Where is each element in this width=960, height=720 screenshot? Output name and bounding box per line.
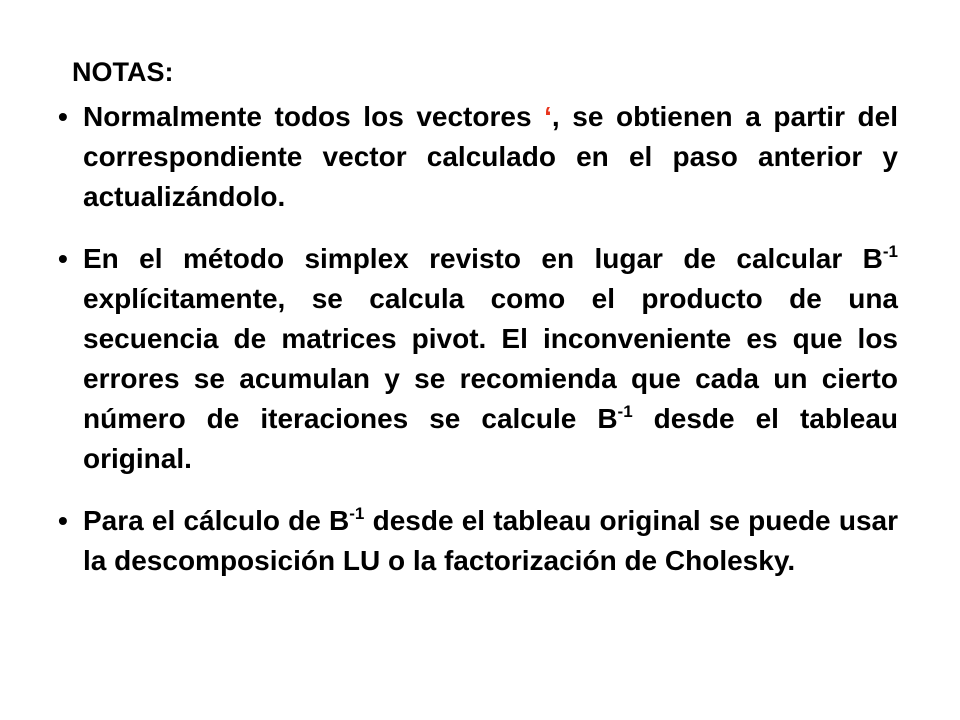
bullet-text-part: Para el cálculo de B (83, 505, 350, 536)
bullet-list (60, 97, 898, 581)
bullet-text-part: Normalmente todos los vectores (83, 101, 545, 132)
bullet-item-revised-simplex (60, 239, 898, 479)
quote-mark: ‘ (544, 101, 552, 132)
bullet-item-decomposition (60, 501, 898, 581)
bullet-text-part: En el método simplex revisto en lugar de calcular B (83, 243, 883, 274)
bullet-text-part: explícitamente, se calcula como el producto de una secuencia de matrices pivot. El inconveniente es que los errores se acumulan y se recomienda que cada un cierto número de iteraciones se calcule B (83, 283, 898, 434)
superscript-exponent: -1 (349, 504, 365, 523)
bullet-text-part: desde el tableau original se puede usar la descomposición LU o la factorización de Cholesky. (83, 505, 898, 576)
bullet-marker: • (58, 505, 68, 536)
bullet-marker: • (58, 101, 68, 132)
bullet-marker: • (58, 243, 68, 274)
superscript-exponent: -1 (882, 242, 898, 261)
bullet-item-vectors (60, 97, 898, 217)
bullet-text-part: , se obtienen a partir del correspondiente vector calculado en el paso anterior y actualizándolo. (83, 101, 898, 212)
superscript-exponent: -1 (617, 402, 633, 421)
bullet-text-part: desde el tableau original. (83, 403, 898, 474)
slide-heading: NOTAS: (72, 57, 174, 87)
